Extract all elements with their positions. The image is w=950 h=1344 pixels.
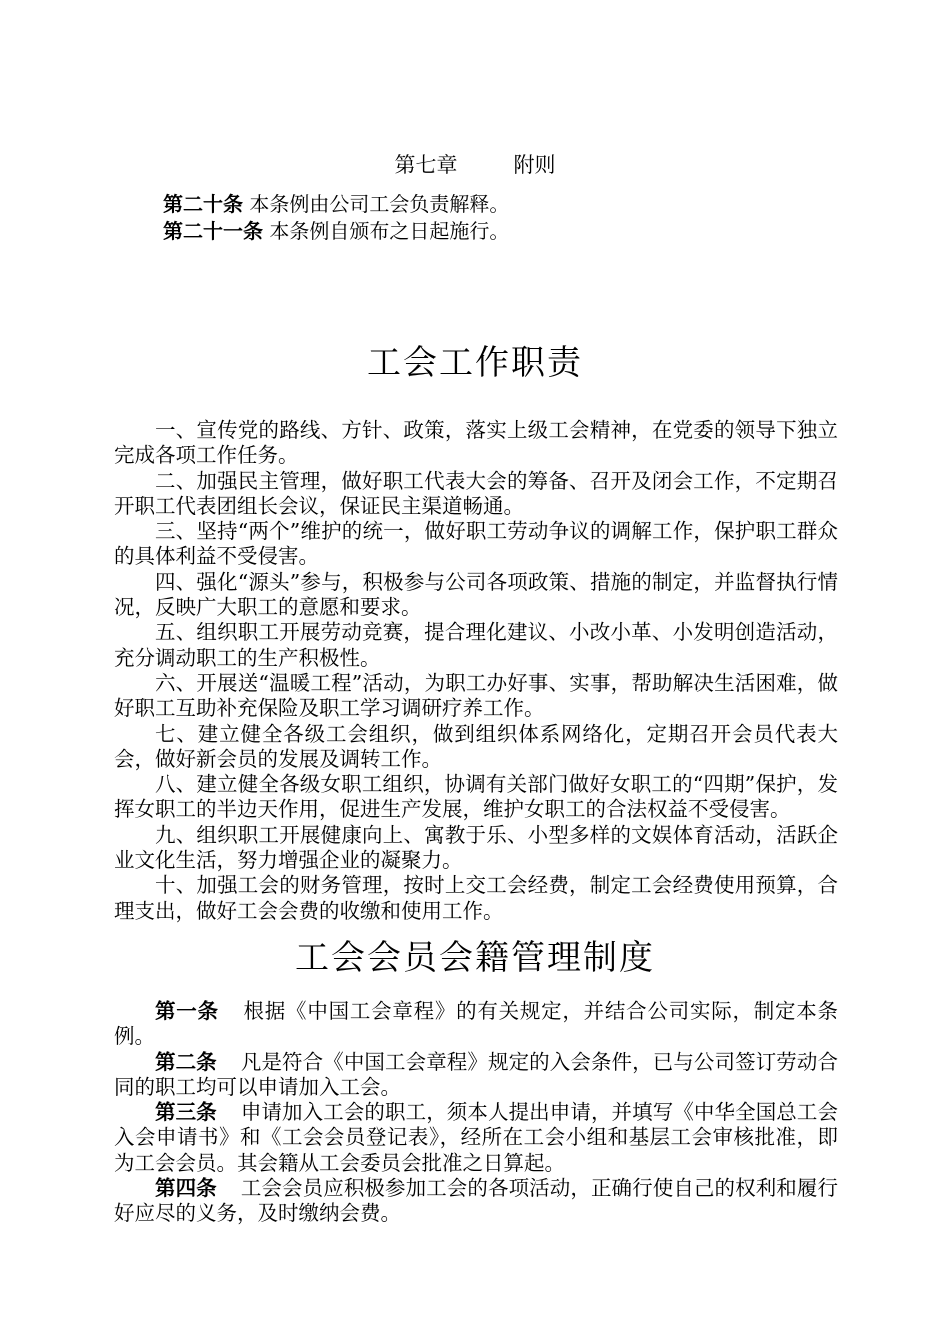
duty-item: 四、强化“源头”参与，积极参与公司各项政策、措施的制定，并监督执行情况，反映广大职工的意愿和要求。: [114, 569, 838, 620]
duty-item: 六、开展送“温暖工程”活动，为职工办好事、实事，帮助解决生活困难，做好职工互助补充保险及职工学习调研疗养工作。: [114, 670, 838, 721]
duty-item: 八、建立健全各级女职工组织，协调有关部门做好女职工的“四期”保护，发挥女职工的半边天作用，促进生产发展，维护女职工的合法权益不受侵害。: [114, 772, 838, 822]
article-text: 凡是符合《中国工会章程》规定的入会条件，已与公司签订劳动合同的职工均可以申请加入工会。: [114, 1049, 838, 1099]
article-label: 第四条: [155, 1176, 217, 1201]
membership-article: [114, 1176, 838, 1227]
article-text: 工会会员应积极参加工会的各项活动，正确行使自己的权利和履行好应尽的义务，及时缴纳会费。: [114, 1176, 838, 1226]
article-text: 本条例自颁布之日起施行。: [269, 219, 510, 243]
chapter-name: 附则: [513, 153, 556, 177]
article-label: 第二条: [155, 1049, 217, 1074]
article-text: 根据《中国工会章程》的有关规定，并结合公司实际，制定本条例。: [114, 999, 839, 1049]
membership-articles: [114, 999, 838, 1227]
article-21: [163, 217, 863, 245]
membership-heading: 工会会员会籍管理制度: [295, 938, 655, 978]
membership-article: [114, 999, 838, 1050]
duty-item: 七、建立健全各级工会组织，做到组织体系网络化，定期召开会员代表大会，做好新会员的发展及调转工作。: [114, 721, 838, 771]
duty-item: 一、宣传党的路线、方针、政策，落实上级工会精神，在党委的领导下独立完成各项工作任务。: [114, 418, 838, 468]
article-text: 本条例由公司工会负责解释。: [249, 192, 510, 216]
article-text: 申请加入工会的职工，须本人提出申请，并填写《中华全国总工会入会申请书》和《工会会员登记表》，经所在工会小组和基层工会审核批准，即为工会会员。其会籍从工会委员会批准之日算起。: [114, 1100, 838, 1175]
duty-item: 二、加强民主管理，做好职工代表大会的筹备、召开及闭会工作，不定期召开职工代表团组长会议，保证民主渠道畅通。: [114, 468, 838, 518]
article-label: 第三条: [155, 1100, 217, 1125]
duties-heading: 工会工作职责: [367, 343, 583, 383]
duty-item: 五、组织职工开展劳动竞赛，提合理化建议、小改小革、小发明创造活动，充分调动职工的生产积极性。: [114, 620, 838, 670]
membership-article: [114, 1050, 838, 1101]
article-20: [163, 190, 863, 218]
duty-item: 十、加强工会的财务管理，按时上交工会经费，制定工会经费使用预算，合理支出，做好工会会费的收缴和使用工作。: [114, 873, 838, 923]
duties-list: [114, 418, 838, 924]
duty-item: 九、组织职工开展健康向上、寓教于乐、小型多样的文娱体育活动，活跃企业文化生活，努力增强企业的凝聚力。: [114, 822, 838, 873]
chapter-number: 第七章: [394, 153, 458, 177]
article-label: 第二十条: [163, 192, 243, 216]
duty-item: 三、坚持“两个”维护的统一，做好职工劳动争议的调解工作，保护职工群众的具体利益不受侵害。: [114, 519, 838, 569]
chapter-title: [0, 150, 950, 180]
membership-article: [114, 1100, 838, 1176]
article-label: 第一条: [155, 999, 219, 1023]
article-label: 第二十一条: [163, 219, 263, 243]
